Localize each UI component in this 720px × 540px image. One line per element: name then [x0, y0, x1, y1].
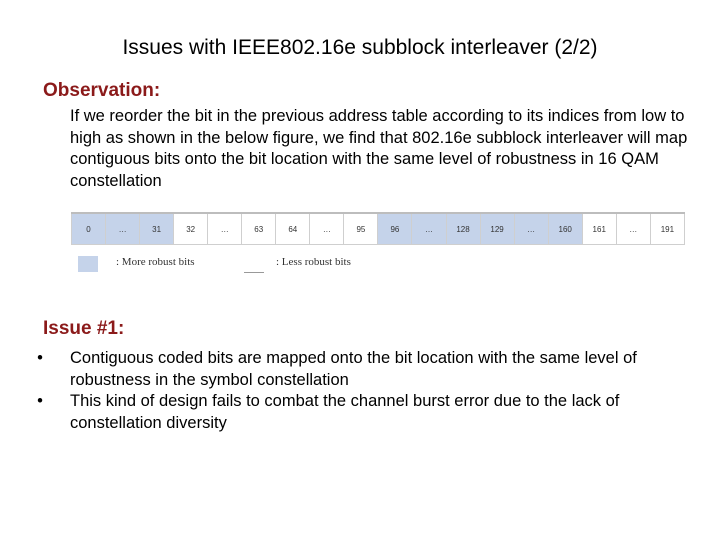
- bullet-icon: •: [37, 349, 43, 367]
- bit-index-cell: 63: [242, 213, 276, 245]
- bit-index-cell: …: [310, 213, 344, 245]
- bit-index-cell: …: [208, 213, 242, 245]
- robust-legend-label: : More robust bits: [116, 256, 195, 268]
- bit-index-cell: 32: [174, 213, 208, 245]
- issue-bullet-text: Contiguous coded bits are mapped onto the bit location with the same level of robustness in the symbol constellation: [70, 349, 637, 389]
- robust-legend-swatch: [78, 256, 98, 272]
- bit-index-cell: …: [106, 213, 140, 245]
- bit-index-cell: 31: [140, 213, 174, 245]
- issue-bullet-list: [37, 348, 683, 434]
- bit-index-cell: …: [514, 213, 548, 245]
- bit-index-cell: 0: [72, 213, 106, 245]
- observation-heading: Observation:: [43, 80, 161, 101]
- bit-index-table: [71, 212, 685, 245]
- bit-index-cell: 128: [446, 213, 480, 245]
- bit-index-cell: 64: [276, 213, 310, 245]
- slide-title: Issues with IEEE802.16e subblock interleaver (2/2): [122, 36, 598, 59]
- bit-index-row: [72, 213, 685, 245]
- observation-text: If we reorder the bit in the previous address table according to its indices from low to high as shown in the below figure, we find that 802.16e subblock interleaver will map contiguous bits onto the bit location with the same level of robustness in 16 QAM constellation: [70, 107, 688, 190]
- bit-index-cell: …: [616, 213, 650, 245]
- issue-heading: Issue #1:: [43, 318, 125, 339]
- bit-index-cell: 191: [650, 213, 684, 245]
- bit-index-cell: 161: [582, 213, 616, 245]
- less-robust-legend-label: : Less robust bits: [276, 256, 351, 268]
- bit-index-cell: …: [412, 213, 446, 245]
- bullet-icon: •: [37, 392, 43, 410]
- bit-index-cell: 129: [480, 213, 514, 245]
- bit-index-cell: 95: [344, 213, 378, 245]
- less-robust-legend-swatch: [244, 256, 264, 273]
- issue-bullet: [37, 391, 683, 434]
- issue-bullet-text: This kind of design fails to combat the channel burst error due to the lack of constellation diversity: [70, 392, 620, 432]
- bit-index-cell: 160: [548, 213, 582, 245]
- bit-index-cell: 96: [378, 213, 412, 245]
- issue-bullet: [37, 348, 683, 391]
